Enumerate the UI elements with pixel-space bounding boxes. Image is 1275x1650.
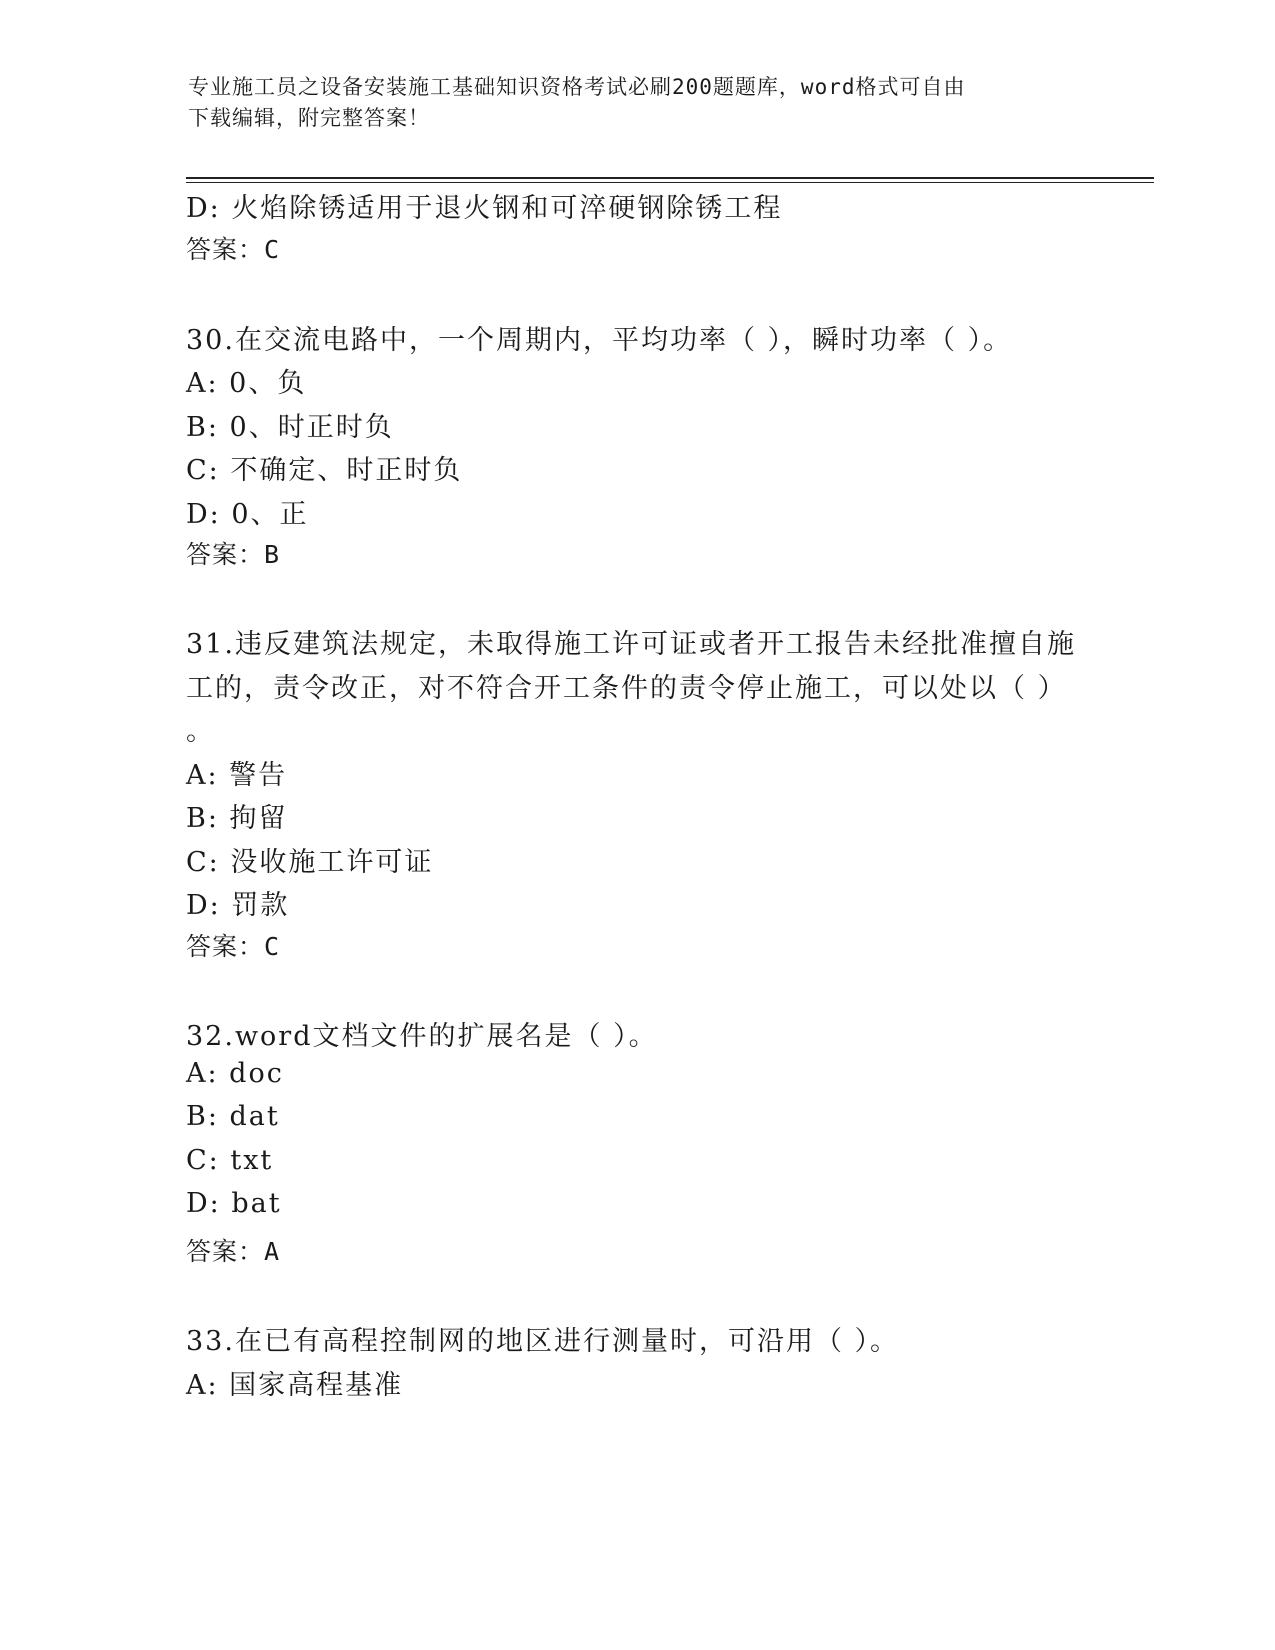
q33-question: 33.在已有高程控制网的地区进行测量时，可沿用（ ）。 <box>186 1326 900 1357</box>
q31-option-b: B: 拘留 <box>186 803 288 834</box>
answer-value: C <box>264 235 281 264</box>
q32-option-b: B: dat <box>186 1101 280 1132</box>
q31-option-d: D: 罚款 <box>186 890 290 921</box>
q30-option-b: B: 0、时正时负 <box>186 412 394 443</box>
q31-option-c: C: 没收施工许可证 <box>186 847 434 878</box>
answer-value: A <box>264 1237 281 1266</box>
answer-label: 答案： <box>186 932 265 961</box>
answer-label: 答案： <box>186 235 265 264</box>
q31-question-line-3: 。 <box>186 716 215 747</box>
q32-option-c: C: txt <box>186 1145 274 1176</box>
answer-label: 答案： <box>186 540 265 569</box>
q32-option-a: A: doc <box>186 1058 284 1089</box>
q32-option-d: D: bat <box>186 1188 282 1219</box>
header-divider-thick <box>186 177 1154 179</box>
q30-answer <box>186 535 280 571</box>
prev-answer <box>186 230 280 266</box>
q31-question-line-1: 31.违反建筑法规定，未取得施工许可证或者开工报告未经批准擅自施 <box>186 629 1076 660</box>
q30-question: 30.在交流电路中，一个周期内，平均功率（ ），瞬时功率（ ）。 <box>186 325 1013 356</box>
q32-answer <box>186 1232 280 1268</box>
q33-option-a: A: 国家高程基准 <box>186 1370 404 1401</box>
q30-option-a: A: 0、负 <box>186 368 307 399</box>
header-line-2: 下载编辑，附完整答案！ <box>188 106 430 130</box>
q32-question: 32.word文档文件的扩展名是（ ）。 <box>186 1021 658 1052</box>
prev-option-d: D: 火焰除锈适用于退火钢和可淬硬钢除锈工程 <box>186 193 783 224</box>
header-line-1: 专业施工员之设备安装施工基础知识资格考试必刷200题题库，word格式可自由 <box>188 75 966 99</box>
answer-value: C <box>264 932 281 961</box>
q31-answer <box>186 927 280 963</box>
q31-question-line-2: 工的，责令改正，对不符合开工条件的责令停止施工，可以处以（ ） <box>186 673 1067 704</box>
q30-option-c: C: 不确定、时正时负 <box>186 455 463 486</box>
header-divider-thin <box>186 182 1154 183</box>
answer-value: B <box>264 540 281 569</box>
document-header <box>188 72 1068 134</box>
q31-option-a: A: 警告 <box>186 760 288 791</box>
answer-label: 答案： <box>186 1237 265 1266</box>
q30-option-d: D: 0、正 <box>186 499 309 530</box>
